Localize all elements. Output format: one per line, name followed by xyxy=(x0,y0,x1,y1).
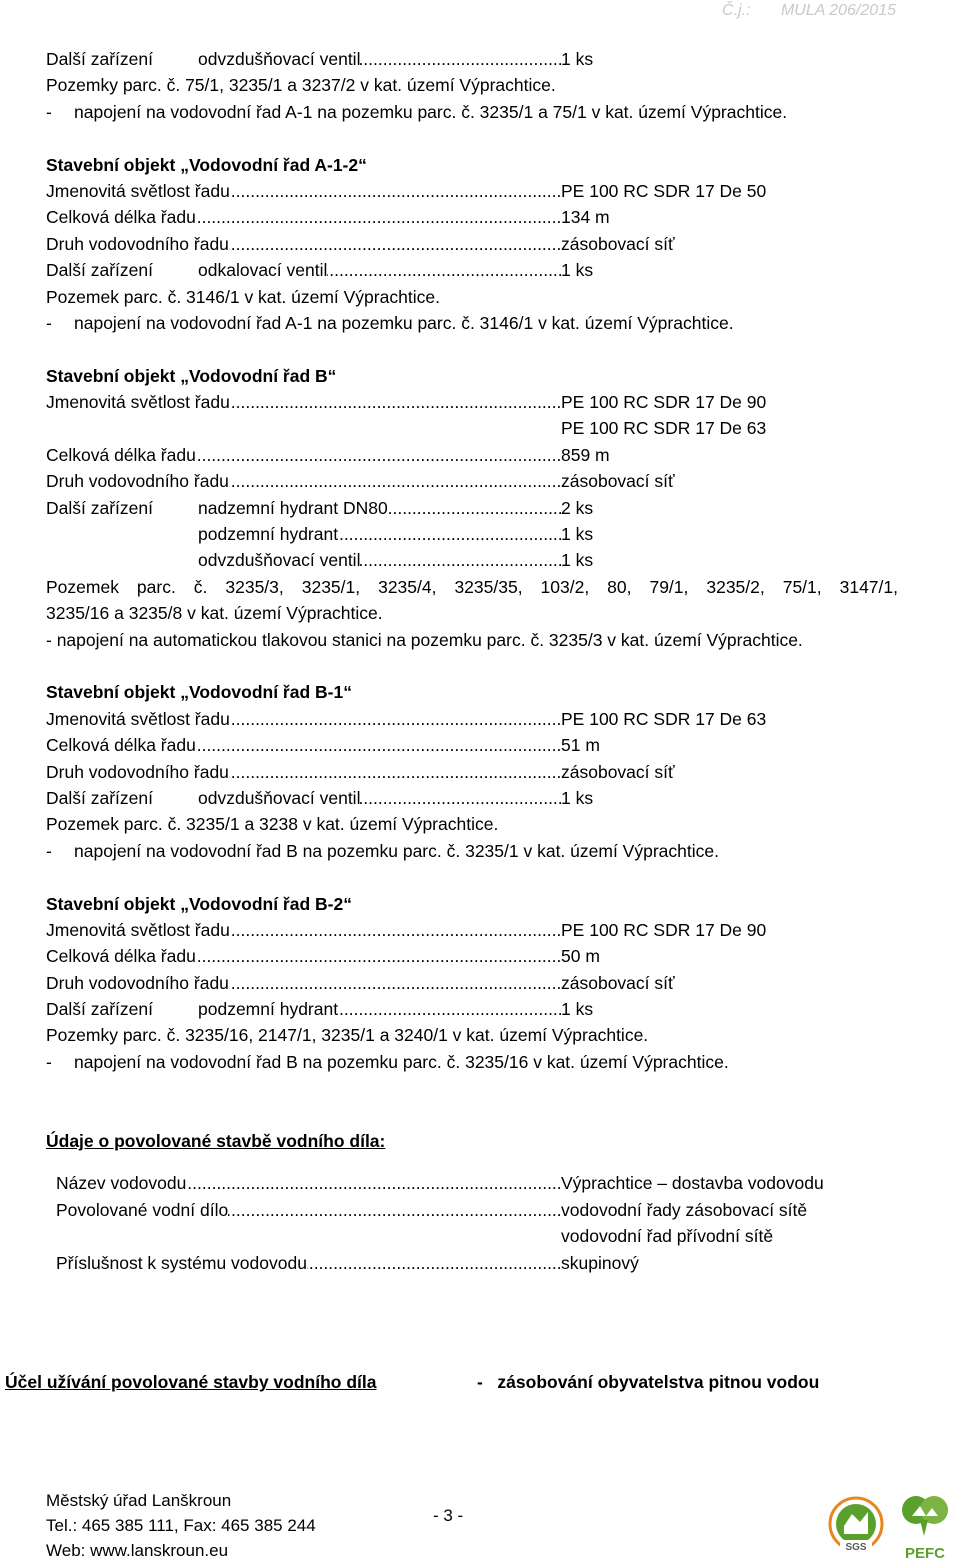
type-row: ..... Druh vodovodního řadu zásobovací síť xyxy=(46,231,898,257)
permit-work-row-2: vodovodní řad přívodní sítě xyxy=(46,1223,898,1249)
parcels-text: Pozemky parc. č. 75/1, 3235/1 a 3237/2 v kat. území Výprachtice. xyxy=(46,75,556,96)
connection-row: - napojení na vodovodní řad A-1 na pozemku parc. č. 3146/1 v kat. území Výprachtice. xyxy=(46,312,734,333)
parcels-text: Pozemek parc. č. 3235/3, 3235/1, 3235/4, 3235/35, 103/2, 80, 79/1, 3235/2, 75/1, 3147/1, xyxy=(46,576,898,597)
parcels-text: Pozemek parc. č. 3146/1 v kat. území Výprachtice. xyxy=(46,286,440,307)
equipment-row: Další zařízení ..... nadzemní hydrant DN80 2 ks xyxy=(46,495,898,521)
reference-label: Č.j.: xyxy=(722,2,751,19)
length-row: ..... Celková délka řadu 50 m xyxy=(46,943,898,969)
permit-work-row: ..... Povolované vodní dílo vodovodní řady zásobovací sítě xyxy=(46,1197,898,1223)
connection-row: - napojení na vodovodní řad A-1 na pozemku parc. č. 3235/1 a 75/1 v kat. území Výprachtice. xyxy=(46,101,788,122)
section-title-b2: Stavební objekt „Vodovodní řad B-2“ xyxy=(46,893,352,914)
reference-value: MULA 206/2015 xyxy=(780,2,896,19)
section-title-b: Stavební objekt „Vodovodní řad B“ xyxy=(46,365,337,386)
diameter-row-2: PE 100 RC SDR 17 De 63 xyxy=(46,415,898,441)
equipment-row: ..... odvzdušňovací ventil 1 ks xyxy=(46,547,898,573)
purpose-row xyxy=(5,1368,905,1396)
purpose-label: Účel užívání povolované stavby vodního díla xyxy=(5,1372,377,1392)
website: Web: www.lanskroun.eu xyxy=(46,1541,229,1560)
permit-system-row: ..... Příslušnost k systému vodovodu skupinový xyxy=(46,1250,898,1276)
connection-row: - napojení na vodovodní řad B na pozemku parc. č. 3235/1 v kat. území Výprachtice. xyxy=(46,840,719,861)
equipment-row: Další zařízení ..... odvzdušňovací ventil 1 ks xyxy=(46,46,898,72)
parcels-text: 3235/16 a 3235/8 v kat. území Výprachtice. xyxy=(46,603,383,624)
section-title-a12: Stavební objekt „Vodovodní řad A-1-2“ xyxy=(46,154,367,175)
sgs-label: SGS xyxy=(845,1542,867,1553)
length-row: ..... Celková délka řadu 51 m xyxy=(46,732,898,758)
type-row: ..... Druh vodovodního řadu zásobovací síť xyxy=(46,468,898,494)
permit-heading: Údaje o povolované stavbě vodního díla: xyxy=(46,1131,386,1152)
parcels-text: Pozemky parc. č. 3235/16, 2147/1, 3235/1 a 3240/1 v kat. území Výprachtice. xyxy=(46,1025,649,1046)
length-row: ..... Celková délka řadu 134 m xyxy=(46,204,898,230)
section-title-b1: Stavební objekt „Vodovodní řad B-1“ xyxy=(46,682,352,703)
connection-row: - napojení na automatickou tlakovou stanici na pozemku parc. č. 3235/3 v kat. území Výprachtice. xyxy=(46,629,803,650)
diameter-row: ..... Jmenovitá světlost řadu PE 100 RC SDR 17 De 90 xyxy=(46,389,898,415)
equipment-row: Další zařízení ..... podzemní hydrant 1 ks xyxy=(46,996,898,1022)
footer-contact xyxy=(46,1488,316,1563)
type-row: ..... Druh vodovodního řadu zásobovací síť xyxy=(46,970,898,996)
page-number: - 3 - xyxy=(433,1506,464,1525)
office-name: Městský úřad Lanškroun xyxy=(46,1491,232,1510)
pefc-label: PEFC xyxy=(904,1545,946,1562)
parcels-text: Pozemek parc. č. 3235/1 a 3238 v kat. území Výprachtice. xyxy=(46,814,499,835)
purpose-value: - zásobování obyvatelstva pitnou vodou xyxy=(477,1372,820,1392)
connection-row: - napojení na vodovodní řad B na pozemku parc. č. 3235/16 v kat. území Výprachtice. xyxy=(46,1051,729,1072)
diameter-row: ..... Jmenovitá světlost řadu PE 100 RC SDR 17 De 63 xyxy=(46,706,898,732)
phone-fax: Tel.: 465 385 111, Fax: 465 385 244 xyxy=(46,1516,316,1535)
equipment-row: Další zařízení ..... odkalovací ventil 1 ks xyxy=(46,257,898,283)
permit-name-row: ..... Název vodovodu Výprachtice – dostavba vodovodu xyxy=(46,1170,898,1196)
equipment-row: ..... podzemní hydrant 1 ks xyxy=(46,521,898,547)
pefc-logo-icon xyxy=(892,1486,958,1562)
document-reference xyxy=(696,2,896,20)
document-body xyxy=(46,46,898,1276)
type-row: ..... Druh vodovodního řadu zásobovací síť xyxy=(46,759,898,785)
diameter-row: ..... Jmenovitá světlost řadu PE 100 RC SDR 17 De 50 xyxy=(46,178,898,204)
diameter-row: ..... Jmenovitá světlost řadu PE 100 RC SDR 17 De 90 xyxy=(46,917,898,943)
length-row: ..... Celková délka řadu 859 m xyxy=(46,442,898,468)
equipment-row: Další zařízení ..... odvzdušňovací ventil 1 ks xyxy=(46,785,898,811)
